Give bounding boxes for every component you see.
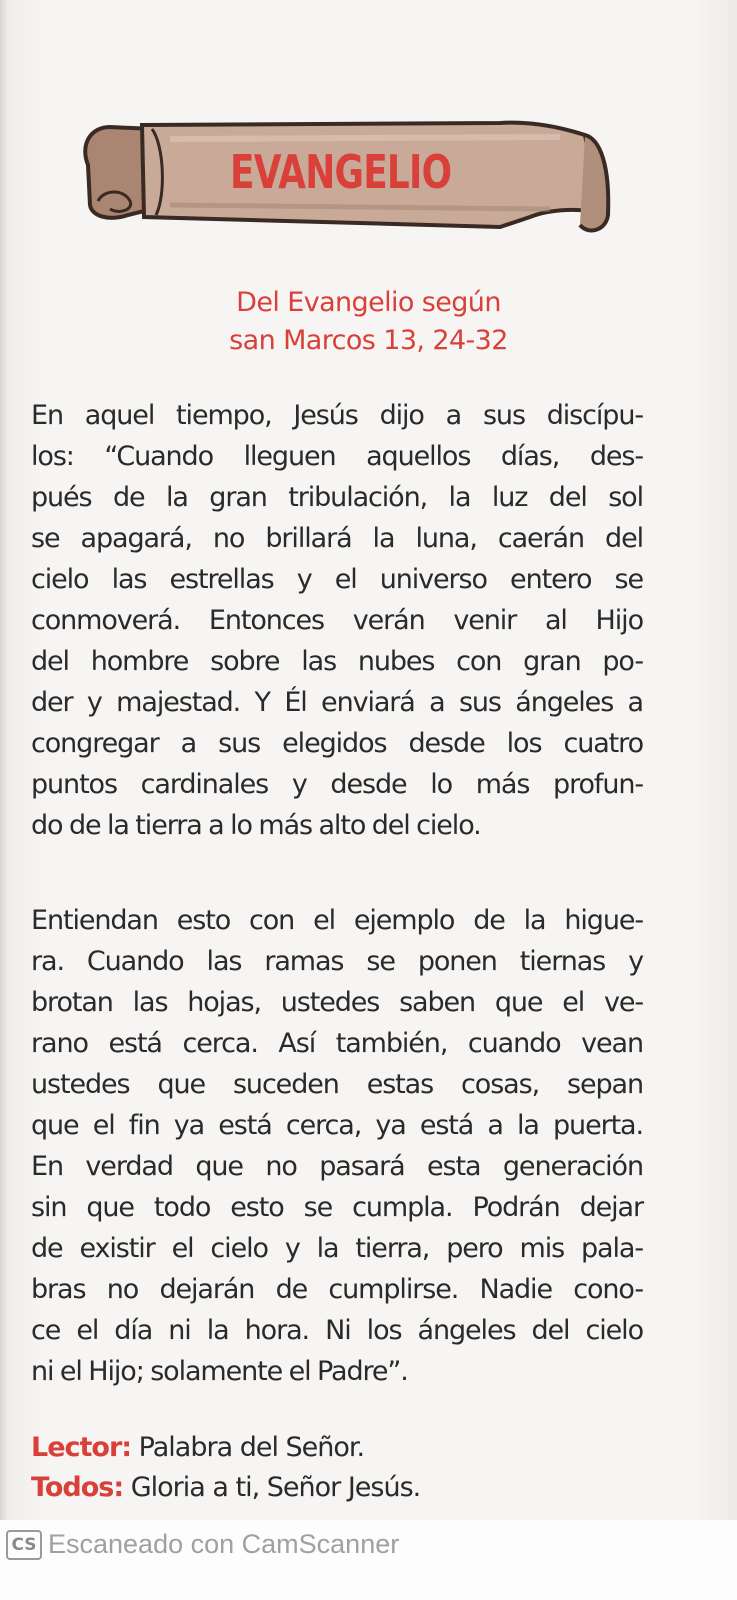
text-line: ra. Cuando las ramas se ponen tiernas y	[31, 946, 643, 977]
text-line: ustedes que suceden estas cosas, sepan	[31, 1069, 643, 1100]
todos-label: Todos:	[31, 1472, 124, 1503]
lector-label: Lector:	[31, 1432, 132, 1463]
gospel-reference	[0, 284, 737, 360]
responses	[31, 1428, 643, 1508]
text-line: de existir el cielo y la tierra, pero mis pala-	[31, 1233, 643, 1264]
text-line: sin que todo esto se cumpla. Podrán dejar	[31, 1192, 643, 1223]
gospel-reference-line-2: san Marcos 13, 24-32	[229, 325, 508, 356]
text-line: conmoverá. Entonces verán venir al Hijo	[31, 605, 643, 636]
text-line: los: “Cuando lleguen aquellos días, des-	[31, 441, 643, 472]
text-line: cielo las estrellas y el universo entero se	[31, 564, 643, 595]
watermark-text: Escaneado con CamScanner	[48, 1529, 400, 1559]
todos-response	[31, 1468, 643, 1508]
reading-paragraph-1	[31, 395, 643, 846]
lector-response	[31, 1428, 643, 1468]
camscanner-logo-icon: CS	[6, 1530, 42, 1560]
text-line: ce el día ni la hora. Ni los ángeles del cielo	[31, 1315, 643, 1346]
text-line: del hombre sobre las nubes con gran po-	[31, 646, 643, 677]
section-title: EVANGELIO	[230, 145, 452, 199]
reading-paragraph-2	[31, 900, 643, 1392]
text-line: do de la tierra a lo más alto del cielo.	[31, 810, 481, 841]
text-line: rano está cerca. Así también, cuando vean	[31, 1028, 643, 1059]
text-line: brotan las hojas, ustedes saben que el ve-	[31, 987, 643, 1018]
text-line: Entiendan esto con el ejemplo de la higue-	[31, 905, 643, 936]
text-line: congregar a sus elegidos desde los cuatro	[31, 728, 643, 759]
text-line: que el fin ya está cerca, ya está a la puerta.	[31, 1110, 643, 1141]
text-line: En aquel tiempo, Jesús dijo a sus discípu-	[31, 400, 643, 431]
text-line: pués de la gran tribulación, la luz del sol	[31, 482, 643, 513]
text-line: ni el Hijo; solamente el Padre”.	[31, 1356, 408, 1387]
text-line: puntos cardinales y desde lo más profun-	[31, 769, 643, 800]
text-line: der y majestad. Y Él enviará a sus ángeles a	[31, 687, 643, 718]
text-line: En verdad que no pasará esta generación	[31, 1151, 643, 1182]
text-line: bras no dejarán de cumplirse. Nadie cono-	[31, 1274, 643, 1305]
scanner-watermark	[0, 1520, 737, 1600]
scroll-banner	[80, 105, 620, 255]
gospel-reference-line-1: Del Evangelio según	[236, 287, 501, 318]
lector-text: Palabra del Señor.	[131, 1432, 365, 1463]
todos-text: Gloria a ti, Señor Jesús.	[123, 1472, 421, 1503]
text-line: se apagará, no brillará la luna, caerán del	[31, 523, 643, 554]
